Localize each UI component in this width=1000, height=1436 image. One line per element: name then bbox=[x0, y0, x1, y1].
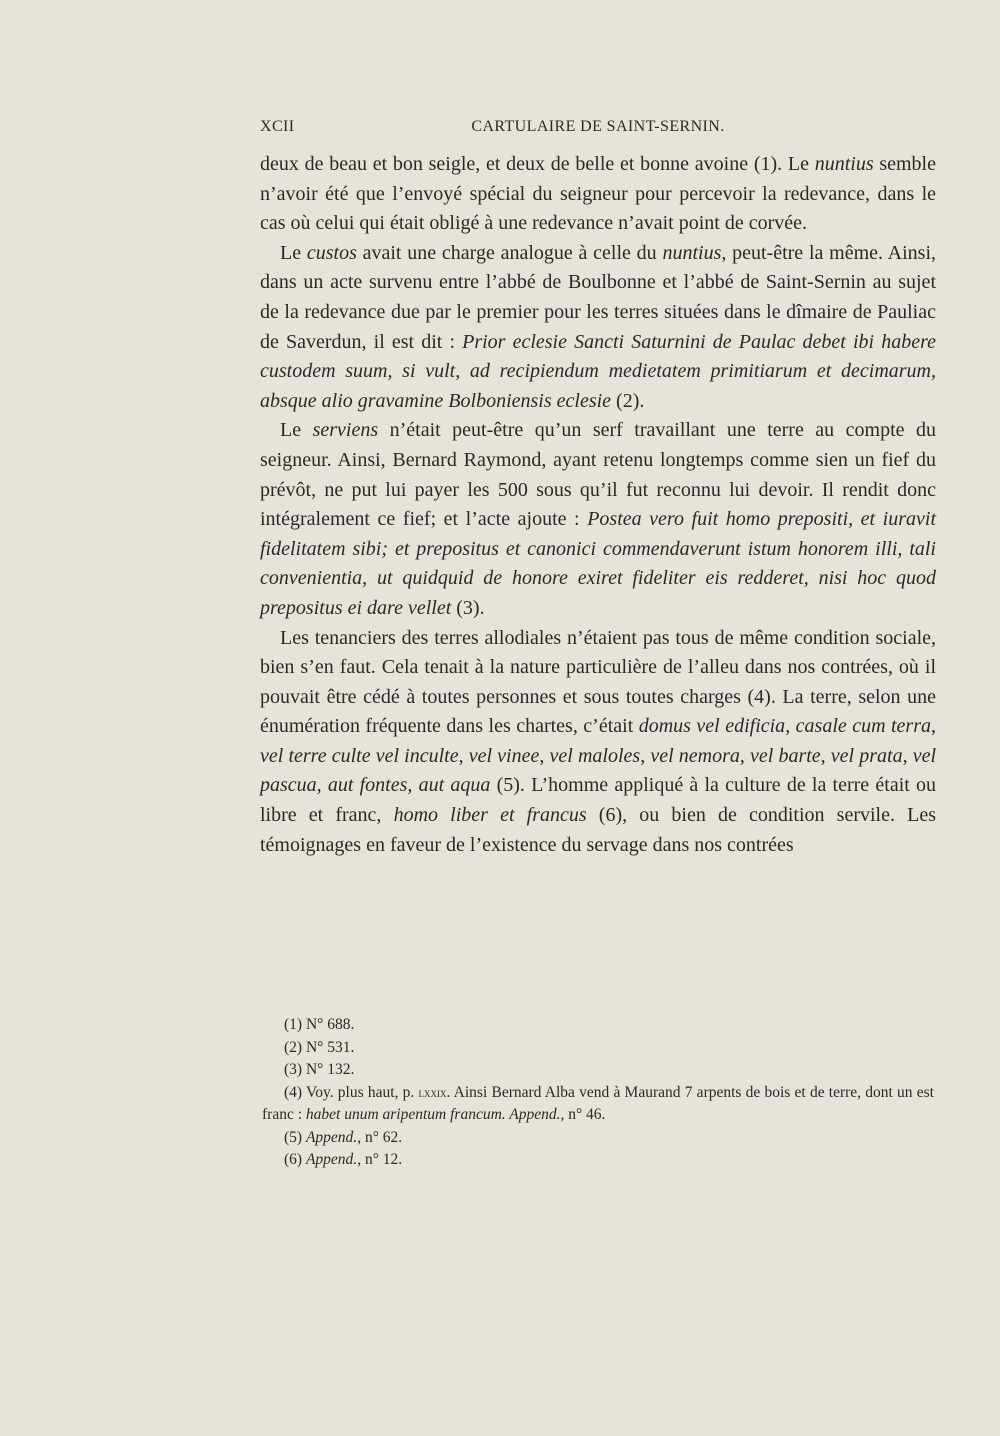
footnote-5 bbox=[262, 1127, 934, 1150]
text-run: Les tenanciers des terres allodiales n’étaient pas tous de même condition sociale, bien s’en faut. Cela tenait à la nature particulière de l’alleu dans nos contrées, où il pouvait être cédé à toutes personnes et sous toutes charges (4). La terre, selon une énumération fréquente dans les chartes, c’était bbox=[260, 626, 936, 738]
text-run: Le bbox=[280, 419, 313, 442]
text-run: (2). bbox=[611, 389, 645, 412]
italic-run: Append. bbox=[305, 1151, 358, 1168]
italic-run: custos bbox=[306, 241, 357, 264]
italic-run: vel terre culte vel inculte bbox=[260, 744, 459, 767]
text-run: (5). L’homme appliqué à la culture de la terre était ou libre et franc, bbox=[260, 774, 937, 827]
text-run: (1) N° 688. bbox=[284, 1016, 355, 1033]
italic-run: Postea vero fuit homo prepositi, et iuravit fidelitatem sibi; et prepositus et canonici commendaverunt istum honorem illi, tali convenientia, ut quidquid de honore exiret fideliter eis redderet, nisi hoc quod prepositus ei dare vellet bbox=[260, 508, 937, 619]
main-text bbox=[260, 150, 936, 860]
text-run: (2) N° 531. bbox=[284, 1038, 355, 1056]
text-run: deux de beau et bon seigle, et deux de belle et bonne avoine (1). Le bbox=[260, 153, 815, 175]
paragraph-3 bbox=[260, 416, 936, 623]
italic-run: casale cum terra bbox=[795, 715, 931, 738]
small-caps-run: lxxix bbox=[418, 1084, 447, 1100]
text-run: , bbox=[640, 744, 651, 767]
text-run: , n° 62. bbox=[357, 1128, 403, 1146]
italic-run: homo liber et francus bbox=[393, 804, 587, 827]
text-run: (3) N° 132. bbox=[284, 1061, 355, 1078]
text-run: , bbox=[931, 715, 936, 738]
page-header bbox=[260, 118, 936, 144]
text-run: avait une charge analogue à celle du bbox=[356, 241, 663, 264]
italic-run: aut aqua bbox=[418, 774, 491, 797]
text-run: , bbox=[458, 744, 469, 767]
text-run: (3). bbox=[451, 596, 485, 619]
text-run: . Ainsi Bernard Alba vend à Maurand 7 arpents de bois et de terre, dont un est franc : bbox=[262, 1083, 934, 1123]
text-run: , bbox=[407, 774, 419, 797]
text-run: n’était peut-être qu’un serf travaillant une terre au compte du seigneur. Ainsi, Bernard Raymond, ayant retenu longtemps comme sien un fief du prévôt, ne put lui payer les 500 sous qu’il fut reconnu lui devoir. Il rendit donc intégralement ce fief; et l’acte ajoute : bbox=[260, 419, 936, 531]
footnote-4 bbox=[262, 1082, 934, 1127]
text-run: , bbox=[539, 744, 550, 767]
italic-run: vel pascua, aut fontes bbox=[260, 744, 937, 797]
italic-run: serviens bbox=[312, 419, 379, 442]
text-run: (6) bbox=[284, 1151, 306, 1168]
text-run: Le bbox=[280, 241, 307, 264]
italic-run: Append. bbox=[305, 1128, 358, 1146]
text-run: semble n’avoir été que l’envoyé spécial du seigneur pour percevoir la redevance, dans le cas où celui qui était obligé à une redevance n’avait point de corvée. bbox=[260, 153, 936, 235]
text-run: , bbox=[785, 715, 796, 738]
italic-run: vel vinee bbox=[468, 744, 540, 767]
text-run: , peut-être la même. Ainsi, dans un acte survenu entre l’abbé de Boulbonne et l’abbé de Saint-Sernin au sujet de la redevance due par le premier pour les terres situées dans le dîmaire de Pauliac de Saverdun, il est dit : bbox=[260, 241, 937, 353]
italic-run: nuntius bbox=[662, 241, 722, 264]
folio-number: XCII bbox=[260, 118, 295, 135]
italic-run: Prior eclesie Sancti Saturnini de Paulac debet ibi habere custodem suum, si vult, ad recipiendum medietatem primitiarum et decimarum, absque alio gravamine Bolboniensis eclesie bbox=[260, 330, 936, 412]
text-run: , bbox=[902, 744, 913, 767]
text-run: (6), ou bien de condition servile. Les témoignages en faveur de l’existence du servage dans nos contrées bbox=[260, 804, 936, 856]
text-run: (5) bbox=[284, 1128, 306, 1146]
paragraph-4 bbox=[260, 624, 936, 861]
paragraph-1 bbox=[260, 150, 936, 239]
footnote-2 bbox=[262, 1037, 934, 1060]
footnote-3 bbox=[262, 1059, 934, 1082]
footnote-1 bbox=[262, 1014, 934, 1037]
italic-run: nuntius bbox=[814, 153, 874, 175]
paragraph-2 bbox=[260, 239, 936, 417]
text-run: , n° 46. bbox=[560, 1106, 606, 1123]
running-title: CARTULAIRE DE SAINT-SERNIN. bbox=[471, 118, 725, 135]
italic-run: vel nemora, vel barte, vel prata bbox=[650, 744, 903, 767]
footnote-6 bbox=[262, 1149, 934, 1172]
text-run: , n° 12. bbox=[357, 1151, 403, 1168]
italic-run: habet unum aripentum francum. Append. bbox=[305, 1106, 561, 1123]
italic-run: domus vel edificia bbox=[638, 715, 786, 738]
text-run: (4) Voy. plus haut, p. bbox=[284, 1083, 419, 1101]
footnotes bbox=[262, 1014, 934, 1172]
italic-run: vel maloles bbox=[549, 744, 641, 767]
